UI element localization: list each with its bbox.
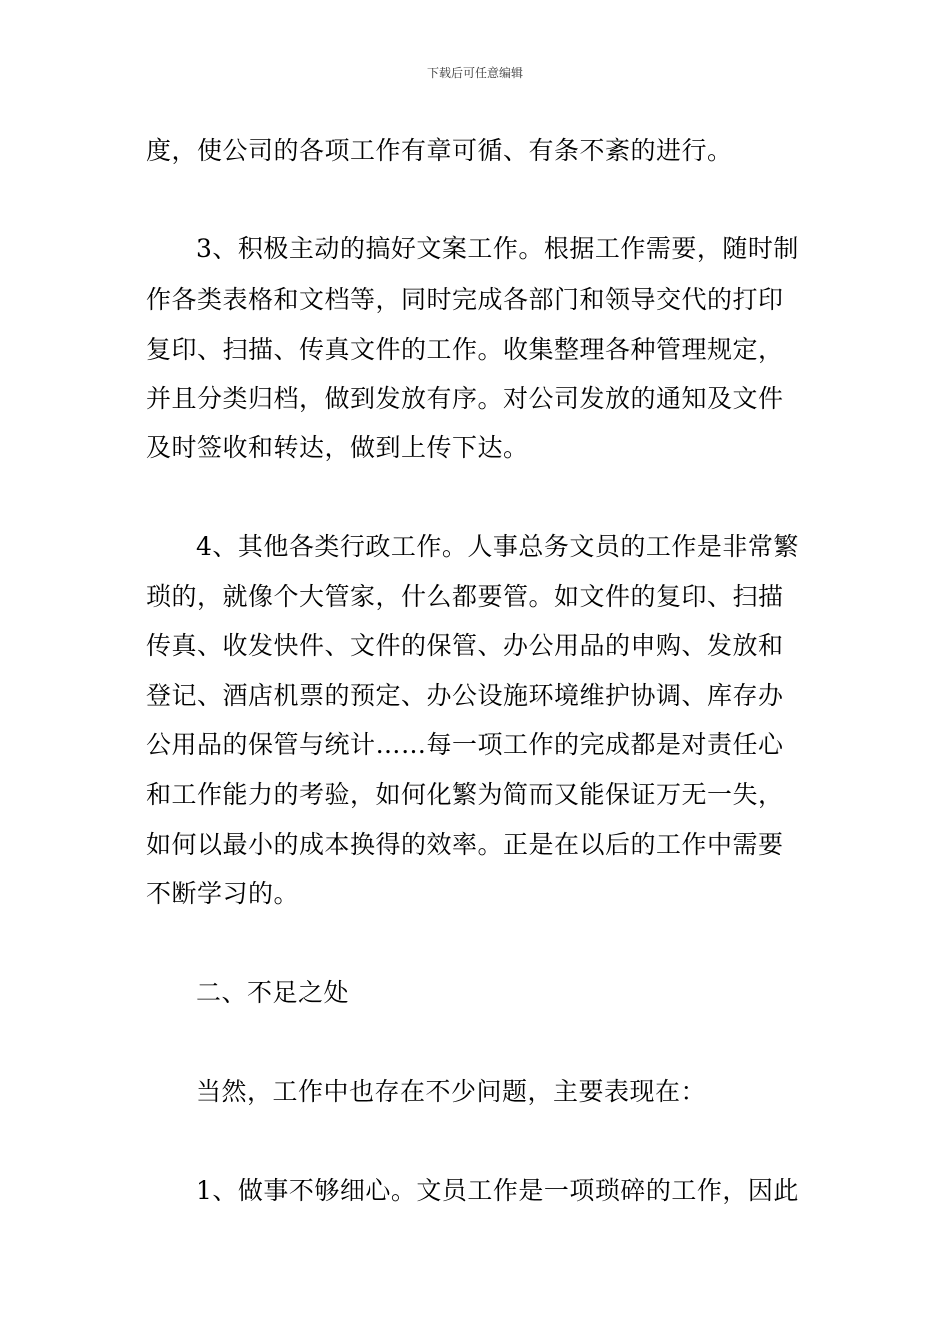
- text-line: 3、积极主动的搞好文案工作。根据工作需要，随时制: [196, 234, 799, 263]
- text-line: 当然，工作中也存在不少问题，主要表现在：: [196, 1077, 707, 1106]
- text-line: 4、其他各类行政工作。人事总务文员的工作是非常繁: [196, 532, 799, 561]
- text-line: 如何以最小的成本换得的效率。正是在以后的工作中需要: [146, 830, 784, 859]
- text-line: 作各类表格和文档等，同时完成各部门和领导交代的打印: [146, 285, 784, 314]
- text-line: 公用品的保管与统计……每一项工作的完成都是对责任心: [146, 730, 784, 759]
- text-line: 不断学习的。: [146, 879, 300, 908]
- text-line: 琐的，就像个大管家，什么都要管。如文件的复印、扫描: [146, 582, 784, 611]
- text-line: 并且分类归档，做到发放有序。对公司发放的通知及文件: [146, 384, 784, 413]
- text-line: 及时签收和转达，做到上传下达。: [146, 433, 529, 462]
- page-header: 下载后可任意编辑: [426, 66, 523, 80]
- text-line: 1、做事不够细心。文员工作是一项琐碎的工作，因此: [196, 1176, 799, 1205]
- text-line: 和工作能力的考验，如何化繁为简而又能保证万无一失，: [146, 780, 784, 809]
- text-line: 复印、扫描、传真文件的工作。收集整理各种管理规定，: [146, 335, 784, 364]
- text-line: 登记、酒店机票的预定、办公设施环境维护协调、库存办: [146, 681, 784, 710]
- text-line: 度，使公司的各项工作有章可循、有条不紊的进行。: [146, 136, 733, 165]
- section-heading: 二、不足之处: [196, 978, 350, 1007]
- text-line: 传真、收发快件、文件的保管、办公用品的申购、发放和: [146, 631, 784, 660]
